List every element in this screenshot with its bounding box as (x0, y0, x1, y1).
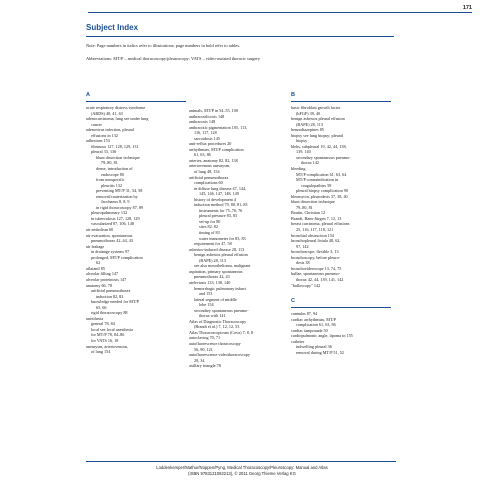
index-subentry: for VATS 16, 18 (91, 337, 119, 343)
index-entry: anthracosilicosis 148 (189, 113, 225, 119)
index-entry: bronchovideoscope 13, 74, 75 (291, 265, 342, 271)
index-entry: alveolar filling 147 (86, 271, 119, 277)
index-subentry: induction 82, 82 (96, 293, 124, 299)
index-entry: Atlas of Diagnostic Thoracoscopy (189, 318, 247, 324)
index-subentry: of lung 48, 154 (194, 169, 220, 175)
index-subentry: 116, 117, 128 (194, 130, 217, 136)
note-page-numbers: Note: Page numbers in italics refer to illustrations; page numbers in bold refer to tables. (86, 43, 240, 48)
index-subentry: lateral segment of middle (194, 296, 237, 302)
index-subentry: in diffuse lung disease 47, 144, (194, 185, 247, 191)
index-entry: anesthesia (86, 315, 104, 321)
index-entry: bleeding (291, 166, 306, 172)
index-entry: blebs, subpleural 19, 42, 44, 138, (291, 143, 347, 149)
index-subentry: (Brandt et al.) 7, 12, 12, 53 (194, 324, 240, 330)
index-letter-heading: C (291, 298, 295, 305)
index-subentry: secondary spontaneous pneumo- (296, 154, 351, 160)
index-subentry: pleuropulmonary 132 (91, 210, 128, 216)
index-subentry: 97, 142 (296, 243, 309, 249)
index-entry: "bulloscopy" 142 (291, 282, 321, 288)
index-entry: artificial pneumothorax (189, 174, 229, 180)
index-subentry: removal during MT/P 51, 52 (296, 349, 344, 355)
index-subentry: pleural 33, 136 (91, 149, 117, 155)
index-subentry: 61, 63, 86 (194, 152, 211, 158)
index-subentry: thorax 142 (301, 160, 320, 166)
index-entry: benzodiazepines 85 (291, 127, 324, 133)
index-subentry: see also mesothelioma, malignant (194, 263, 251, 269)
index-entry: arteriovenous aneurysm, (189, 163, 231, 169)
index-subentry: hemorrhagic pulmonary infarct (194, 285, 247, 291)
index-subentry: (bFGF) 39, 40 (296, 110, 321, 116)
index-entry: autoclaving 70, 71 (189, 335, 221, 341)
index-column-2 (189, 92, 289, 369)
letter-gap (291, 288, 391, 298)
index-subentry: (BAPE) 28, 113 (199, 257, 226, 263)
index-entry: aneurysm, arteriovenous, (86, 343, 129, 349)
index-subentry: local see local anesthesia (91, 326, 133, 332)
index-entry: air leakage (86, 243, 105, 249)
index-subentry: and 153 (199, 291, 213, 297)
index-entry: cannulas 87, 94 (291, 311, 318, 317)
index-subentry: instruments for 75–76, 76 (199, 207, 243, 213)
index-subentry: general 78, 84 (91, 321, 115, 327)
index-subentry: thorax with 141 (199, 313, 226, 319)
index-entry: air evacuation, spontaneous (86, 232, 133, 238)
index-subentry: effusions in 132 (91, 132, 118, 138)
top-rule (88, 12, 472, 13)
index-column-1 (86, 92, 186, 355)
index-entry: bronchial obstruction 154 (291, 232, 335, 238)
index-entry: arrhythmias, MT/P complication (189, 146, 244, 152)
index-entry: anti-reflux procedures 20 (189, 141, 232, 147)
index-subentry: pleuritis 132 (101, 182, 123, 188)
index-column-3 (291, 92, 391, 355)
index-subentry: 79–80, 81 (296, 204, 313, 210)
index-entry: anthracotic pigmentation 105, 113, (189, 124, 248, 130)
letter-rule (291, 101, 391, 102)
index-subentry: rigid thoracoscopy 88 (91, 310, 128, 316)
index-entry: aflatanil 85 (86, 265, 105, 271)
index-entry: breast carcinoma, pleural effusions (291, 221, 350, 227)
index-subentry: history of development 4 (194, 196, 236, 202)
index-subentry: dense, introduction of (96, 166, 133, 172)
index-entry: adenovirus infection, pleural (86, 127, 135, 133)
index-subentry: secondary spontaneous pneumo- (194, 307, 249, 313)
index-subentry: complications 60 (194, 180, 223, 186)
letter-rule (291, 307, 391, 308)
index-entry: bronchoscope, flexible 3, 13 (291, 249, 339, 255)
index-subentry: 29, 34 (194, 357, 205, 363)
footer-citation: Loddenkemper/Mathur/Noppen/Pyng, Medical Thoracoscopy/Pleuroscopy: Manual and Atlas (156, 465, 328, 470)
index-subentry: induction method 79, 80, 81–83 (194, 202, 248, 208)
index-entry: anatomy 66, 78 (86, 282, 112, 288)
index-subentry: 139, 140 (296, 149, 311, 155)
index-subentry: 65, 66 (96, 304, 107, 310)
index-entry: animals, MT/P in 54–55, 100 (189, 108, 238, 113)
index-subentry: (BAPE) 28, 113 (296, 121, 323, 127)
index-subentry: desis 38 (296, 260, 310, 266)
index-entry: acute respiratory distress syndrome (86, 105, 146, 110)
index-subentry: (ARDS) 40, 41, 63 (91, 110, 123, 116)
index-entry: axillary triangle 78 (189, 363, 221, 369)
column-top-spacer (189, 92, 289, 108)
index-entry: bullae, spontaneous pneumo- (291, 271, 340, 277)
index-subentry: from nonspecific (96, 177, 125, 183)
index-subentry: complication 61, 63, 86 (296, 322, 336, 328)
index-entry: basic fibroblast growth factor (291, 105, 341, 110)
index-subentry: 56, 90, 121 (194, 346, 213, 352)
heading-rule (86, 36, 394, 37)
page-title: Subject Index (86, 23, 139, 32)
index-entry: asbestos-induced disease 28, 113 (189, 246, 245, 252)
index-subentry: for MT/P 78, 84–86 (91, 332, 125, 338)
index-subentry: preventing MT/P 31, 34, 58 (96, 188, 143, 194)
page-number: 171 (462, 5, 472, 11)
index-entry: bleomycin, pleurodesis 37, 38, 40 (291, 193, 348, 199)
index-subentry: Jacobaeus 8, 8, 9 (101, 199, 130, 205)
index-subentry: artificial pneumothorax (91, 288, 131, 294)
index-entry: Brandt, Hans-Jürgen 7, 12, 13 (291, 215, 342, 221)
index-entry: air embolism 60 (86, 227, 114, 233)
index-subentry: 25, 116, 117, 118, 121 (296, 227, 334, 233)
index-subentry: lobe 154 (199, 302, 214, 308)
index-subentry: pleural pressure 83, 83 (199, 213, 238, 219)
index-subentry: prolonged, MT/P complication (91, 254, 143, 260)
index-entry: Atlas Thoracoscopicum (Cova) 7, 8, 8 (189, 329, 254, 335)
index-subentry: in drainage systems 97 (91, 249, 130, 255)
index-subentry: MT/P complication 61, 63, 64 (296, 171, 347, 177)
index-subentry: biopsy (296, 138, 308, 144)
index-entry: alveolar proteinosis 147 (86, 276, 127, 282)
index-subentry: MT/P contraindication in (296, 177, 339, 183)
note-abbreviations: Abbreviations: MT/P – medical thoracoscopy/pleuroscopy; VATS – video-assisted thoracic surgery (86, 56, 261, 61)
index-subentry: water manometer for 83, 83 (199, 235, 246, 241)
index-subentry: cancer (91, 121, 102, 127)
index-entry: Boutin, Christian 12 (291, 210, 326, 216)
index-subentry: timing of 83 (199, 230, 220, 236)
index-subentry: set-up for 80 (199, 218, 221, 224)
footer-isbn: (ISBN 9783131082213), © 2011 Georg Thieme Verlag KG (188, 471, 296, 476)
index-subentry: blunt dissection technique (96, 154, 140, 160)
index-subentry: pneumothorax 42, 43 (194, 274, 230, 280)
index-letter-heading: A (86, 92, 90, 98)
index-entry: arteries, anatomy 82, 82, 138 (189, 157, 238, 163)
index-entry: biopsy see lung biopsy; pleural (291, 132, 344, 138)
index-entry: blunt dissection technique (291, 199, 335, 205)
index-subentry: vascularized 87, 106, 148 (91, 221, 134, 227)
index-letter-heading: B (291, 92, 295, 98)
index-entry: aspiration, primary spontaneous (189, 268, 243, 274)
index-subentry: sarcoidosis 145 (194, 135, 220, 141)
index-entry: cardiac tamponade 50 (291, 327, 328, 333)
index-entry: benign asbestos pleural effusion (291, 116, 345, 122)
index-subentry: of lung 154 (91, 349, 111, 355)
index-subentry: pleural biopsy complication 90 (296, 188, 348, 194)
index-subentry: thorax 42, 44, 139, 141, 142 (296, 276, 344, 282)
index-entry: autofluorescence videothoracoscopy (189, 352, 251, 358)
index-subentry: pneumothorax 42–44, 43 (91, 238, 133, 244)
index-entry: autofluorescence thoracoscopy (189, 340, 241, 346)
index-subentry: 79–80, 81 (101, 160, 118, 166)
index-entry: adhesions 153 (86, 138, 110, 144)
index-entry: cardiopulmonic angle, lipoma in 155 (291, 333, 353, 339)
index-subentry: requirement for 47, 58 (194, 241, 232, 247)
index-subentry: indwelling pleural 36 (296, 344, 332, 350)
index-entry: adenocarcinoma, lung see under lung (86, 116, 149, 122)
index-subentry: benign asbestos pleural effusion (194, 252, 248, 258)
index-subentry: 62 (96, 260, 101, 266)
index-subentry: removal/cauterization by (96, 193, 138, 199)
index-entry: atelectasis 133, 138, 140 (189, 279, 231, 285)
index-subentry: sites 82, 82 (199, 224, 218, 230)
index-entry: anthracosis 148 (189, 119, 216, 125)
index-subentry: in rigid thoracoscopy 87, 89 (96, 204, 144, 210)
index-subentry: 145, 146, 147, 148, 149 (199, 191, 239, 197)
index-entry: catheter (291, 338, 305, 344)
index-subentry: coagulopathies 58 (301, 182, 332, 188)
index-subentry: in tuberculosis 127, 128, 129 (91, 215, 140, 221)
index-subentry: fibrinous 127, 128, 129, 131 (91, 143, 139, 149)
index-entry: bronchopleural fistula 48, 62, (291, 238, 341, 244)
letter-rule (86, 101, 186, 102)
index-subentry: knowledge needed for MT/P (91, 299, 140, 305)
footer-rule (86, 461, 396, 462)
index-entry: cardiac arrhythmias, MT/P (291, 316, 337, 322)
index-entry: bronchoscopy, before pleuro- (291, 254, 341, 260)
index-subentry: endoscope 80 (101, 171, 124, 177)
